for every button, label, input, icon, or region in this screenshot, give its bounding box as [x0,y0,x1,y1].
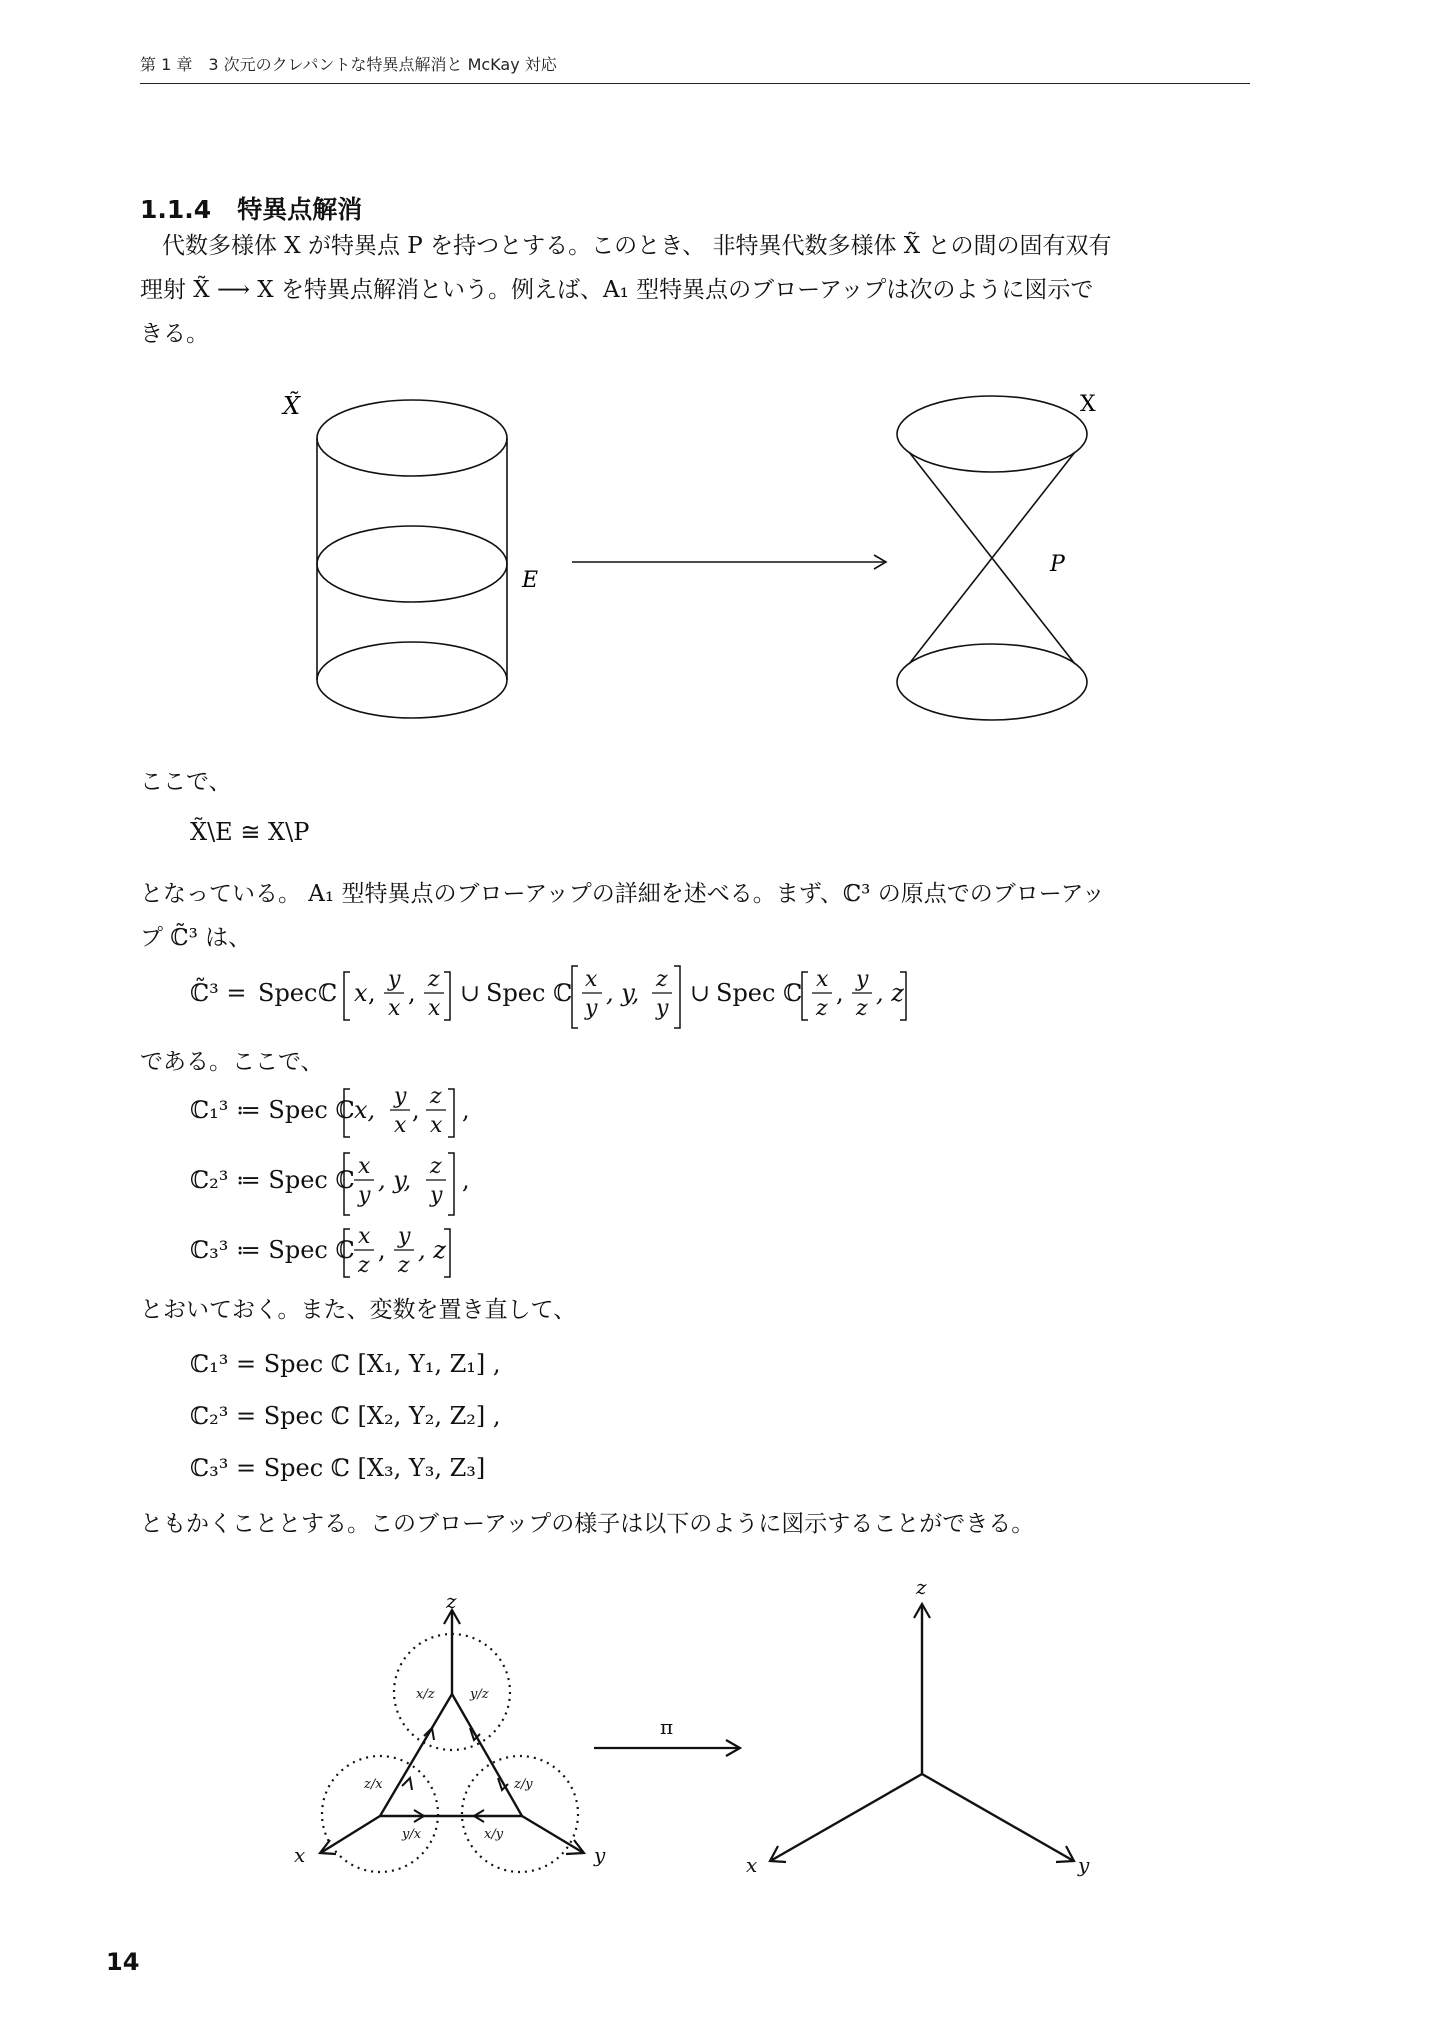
svg-text:z: z [428,967,440,992]
svg-text:x,: x, [354,1096,376,1124]
svg-text:z: z [398,1253,410,1278]
svg-text:, y,: , y, [606,979,640,1007]
paragraph-4: である。ここで、 [140,1049,324,1075]
svg-text:z: z [856,996,868,1021]
label-x-tilde: X̃ [283,392,301,420]
svg-text:,: , [462,1166,470,1194]
svg-text:ℂ₁³ ≔ Spec ℂ: ℂ₁³ ≔ Spec ℂ [190,1096,355,1124]
paragraph-3-line-2: プ ℂ̃³ は、 [140,925,252,951]
pi-label: π [660,1715,674,1739]
svg-text:, z: , z [876,979,904,1007]
label-p: P [1050,552,1065,577]
right-x-axis [772,1774,922,1860]
frac-y-over-x: y/x [402,1827,422,1842]
svg-text:,: , [408,979,416,1007]
left-x-axis [322,1816,380,1852]
paragraph-1-line-2: 理射 X̃ ⟶ X を特異点解消という。例えば、A₁ 型特異点のブローアップは次のように図示で [140,277,1094,303]
svg-text:y: y [430,1183,443,1208]
right-z-label: z [916,1575,927,1599]
left-y-label: y [594,1843,606,1867]
equation-isomorphism: X̃\E ≅ X\P [190,818,310,846]
svg-text:,: , [462,1096,470,1124]
svg-text:,: , [368,979,376,1007]
section-title: 特異点解消 [237,195,363,224]
frac-y-over-z: y/z [470,1687,489,1702]
right-x-label: x [746,1853,758,1877]
paragraph-1-line-1: 代数多様体 X が特異点 P を持つとする。このとき、 非特異代数多様体 X̃ との間の固有双有 [162,233,1112,259]
svg-text:x: x [428,996,441,1021]
svg-text:x: x [585,967,598,992]
exceptional-triangle [380,1694,522,1816]
svg-text:y: y [656,996,669,1021]
svg-text:y: y [394,1084,407,1109]
paragraph-5: とおいておく。また、変数を置き直して、 [140,1297,577,1323]
paragraph-2: ここで、 [140,769,232,795]
equation-c2-new: ℂ₂³ = Spec ℂ [X₂, Y₂, Z₂] , [190,1402,501,1430]
svg-text:y: y [585,996,598,1021]
svg-text:y: y [388,967,401,992]
svg-text:z: z [816,996,828,1021]
svg-text:y: y [398,1224,411,1249]
svg-text:x: x [816,967,829,992]
svg-text:z: z [656,967,668,992]
right-y-label: y [1078,1853,1090,1877]
svg-text:x: x [358,1224,371,1249]
svg-text:,: , [836,979,844,1007]
equation-c1-new: ℂ₁³ = Spec ℂ [X₁, Y₁, Z₁] , [190,1350,501,1378]
blowup-cup-1: ∪ [460,979,481,1007]
svg-text:x: x [358,1154,371,1179]
svg-text:z: z [430,1154,442,1179]
svg-text:Spec ℂ: Spec ℂ [486,979,573,1007]
paragraph-6: ともかくこととする。このブローアップの様子は以下のように図示することができる。 [140,1511,1035,1537]
svg-text:, z: , z [418,1236,446,1264]
svg-text:∪: ∪ [690,979,711,1007]
section-number: 1.1.4 [140,195,212,224]
blowup-c-1: ℂ [318,979,338,1007]
svg-text:,: , [378,1236,386,1264]
blowup-spec-1: Spec [258,979,318,1007]
left-y-axis [522,1816,582,1852]
svg-text:z: z [358,1253,370,1278]
svg-text:y: y [358,1183,371,1208]
page-number: 14 [106,1948,140,1976]
svg-text:, y,: , y, [378,1166,412,1194]
frac-x-over-y: x/y [484,1827,504,1842]
svg-text:Spec ℂ: Spec ℂ [716,979,803,1007]
paragraph-3-line-1: となっている。 A₁ 型特異点のブローアップの詳細を述べる。まず、ℂ³ の原点でのブローアッ [140,881,1105,907]
svg-text:x: x [430,1113,443,1138]
svg-text:ℂ₃³ ≔ Spec ℂ: ℂ₃³ ≔ Spec ℂ [190,1236,355,1264]
label-e: E [522,568,539,593]
label-x: X [1080,392,1096,417]
left-z-label: z [446,1589,457,1613]
blowup-var-x: x [354,979,368,1007]
svg-text:x: x [394,1113,407,1138]
svg-text:y: y [856,967,869,992]
frac-z-over-x: z/x [364,1777,383,1792]
blowup-lhs: ℂ̃³ = [190,979,247,1007]
frac-z-over-y: z/y [514,1777,533,1792]
right-y-axis [922,1774,1072,1860]
running-header: 第 1 章 3 次元のクレパントな特異点解消と McKay 対応 [140,55,557,74]
svg-text:x: x [388,996,401,1021]
svg-text:,: , [412,1096,420,1124]
equation-c3-new: ℂ₃³ = Spec ℂ [X₃, Y₃, Z₃] [190,1454,486,1482]
svg-text:z: z [430,1084,442,1109]
paragraph-1-line-3: きる。 [140,321,209,347]
left-x-label: x [294,1843,306,1867]
svg-text:ℂ₂³ ≔ Spec ℂ: ℂ₂³ ≔ Spec ℂ [190,1166,355,1194]
frac-x-over-z: x/z [416,1687,435,1702]
